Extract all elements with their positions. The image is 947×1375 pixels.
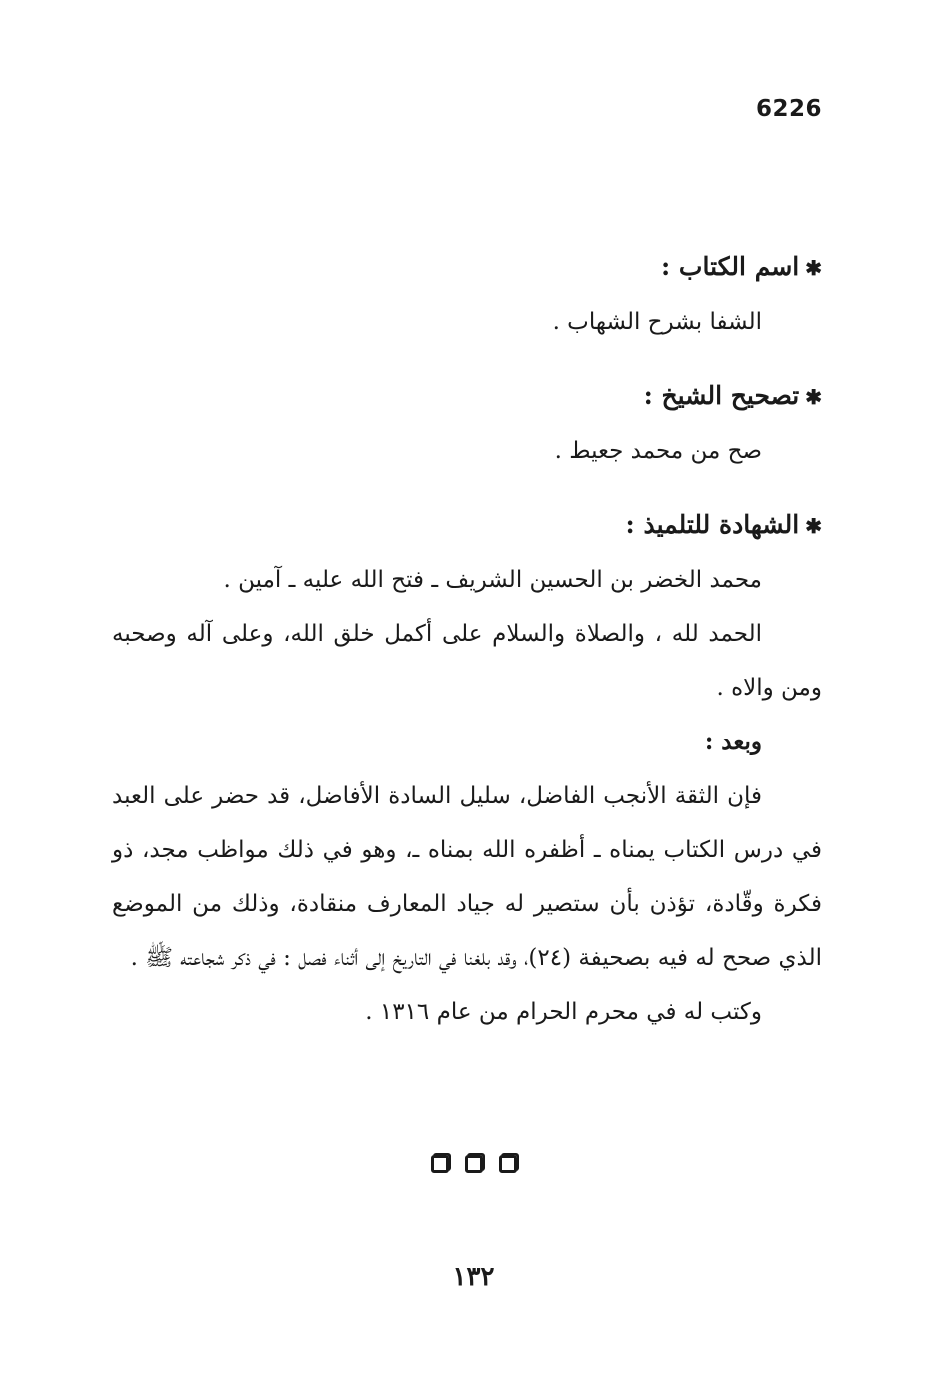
book-title-heading [112, 240, 822, 295]
certificate-content [112, 240, 822, 1039]
student-name: محمد الخضر بن الحسين الشريف ـ فتح الله عليه ـ آمين . [223, 567, 762, 593]
catalog-number: 6226 [755, 96, 822, 122]
square-ornament-icon [465, 1155, 483, 1173]
asterisk-icon: ✱ [805, 385, 822, 409]
asterisk-icon: ✱ [805, 514, 822, 538]
closing-line: وكتب له في محرم الحرام من عام ١٣١٦ . [365, 999, 762, 1025]
sheikh-correction-heading-label: تصحيح الشيخ : [643, 381, 800, 410]
square-ornament-icon [431, 1155, 449, 1173]
book-title-heading-label: اسم الكتاب : [661, 252, 800, 281]
asterisk-icon: ✱ [805, 256, 822, 280]
intro-paragraph: الحمد لله ، والصلاة والسلام على أكمل خلق الله، وعلى آله وصحبه ومن والاه . [112, 621, 822, 701]
student-certificate-heading-label: الشهادة للتلميذ : [625, 510, 800, 539]
page-number: ١٣٢ [452, 1262, 495, 1292]
student-certificate-heading [112, 498, 822, 553]
sheikh-correction-value: صح من محمد جعيط . [554, 438, 762, 464]
square-ornament-icon [499, 1155, 517, 1173]
book-title-value: الشفا بشرح الشهاب . [552, 309, 762, 335]
section-divider-ornament [0, 1155, 947, 1177]
sheikh-correction-heading [112, 369, 822, 424]
main-paragraph: فإن الثقة الأنجب الفاضل، سليل السادة الأفاضل، قد حضر على العبد في درس الكتاب يمناه ـ أظفره الله بمناه ـ، وهو في ذلك مواظب مجد، ذو فكرة وقّادة، تؤذن بأن ستصير له جياد المعارف منقادة، وذلك من الموضع الذي صحح له فيه بصحيفة (٢٤)، وقد بلغنا في التاريخ إلى أثناء فصل : في ذكر شجاعته ﷺ . [112, 783, 822, 971]
wa-baad-heading: وبعد : [704, 728, 762, 755]
